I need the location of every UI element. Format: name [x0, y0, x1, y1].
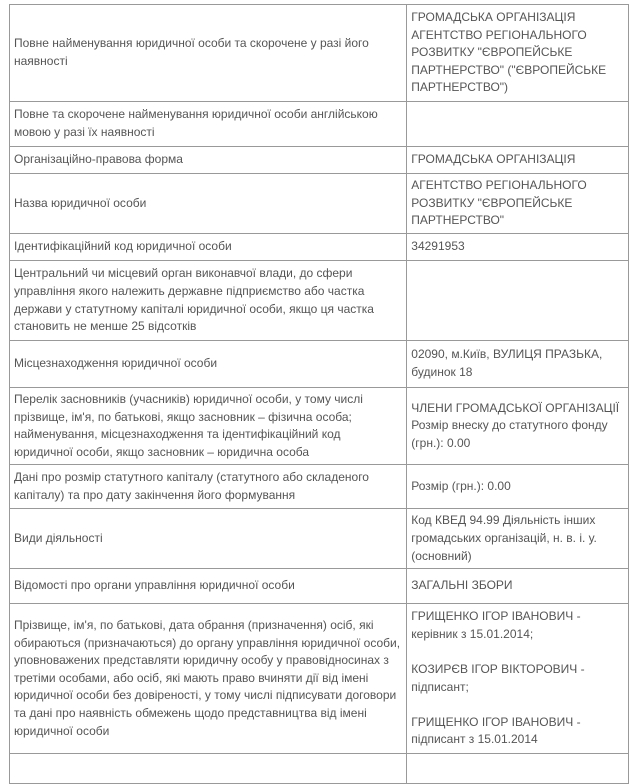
row-label: Прізвище, ім'я, по батькові, дата обрання (призначення) осіб, які обираються (призначаються) до органу управління юридичної особи, уповноважених представляти юридичну особу у правовідносинах з третіми особами, або осіб, які мають право вчиняти дії від імені юридичної особи без довіреності, у тому числі підписувати договори та дані про наявність обмежень щодо представництва від імені юридичної особи [10, 604, 407, 754]
table-row [10, 509, 629, 569]
table-row [10, 341, 629, 388]
row-value: ГРИЩЕНКО ІГОР ІВАНОВИЧ - керівник з 15.01.2014; КОЗИРЄВ ІГОР ВІКТОРОВИЧ - підписант; ГРИЩЕНКО ІГОР ІВАНОВИЧ - підписант з 15.01.2014 [407, 604, 629, 754]
table-row [10, 604, 629, 754]
row-label [10, 754, 407, 784]
row-value: 34291953 [407, 234, 629, 261]
row-label: Дані про розмір статутного капіталу (статутного або складеного капіталу) та про дату закінчення його формування [10, 465, 407, 509]
table-row [10, 174, 629, 234]
row-value: Код КВЕД 94.99 Діяльність інших громадських організацій, н. в. і. у. (основний) [407, 509, 629, 569]
row-value: ЗАГАЛЬНІ ЗБОРИ [407, 569, 629, 604]
table-row [10, 261, 629, 341]
row-label: Організаційно-правова форма [10, 147, 407, 174]
row-value [407, 754, 629, 784]
table-row [10, 102, 629, 147]
row-label: Місцезнаходження юридичної особи [10, 341, 407, 388]
table-row [10, 5, 629, 102]
registry-table [9, 4, 629, 784]
row-label: Ідентифікаційний код юридичної особи [10, 234, 407, 261]
row-label: Повне найменування юридичної особи та скорочене у разі його наявності [10, 5, 407, 102]
table-row [10, 465, 629, 509]
row-value: Розмір (грн.): 0.00 [407, 465, 629, 509]
row-value: ЧЛЕНИ ГРОМАДСЬКОЇ ОРГАНІЗАЦІЇ Розмір внеску до статутного фонду (грн.): 0.00 [407, 388, 629, 465]
row-label: Назва юридичної особи [10, 174, 407, 234]
row-value: ГРОМАДСЬКА ОРГАНІЗАЦІЯ АГЕНТСТВО РЕГІОНАЛЬНОГО РОЗВИТКУ "ЄВРОПЕЙСЬКЕ ПАРТНЕРСТВО" ("ЄВРОПЕЙСЬКЕ ПАРТНЕРСТВО") [407, 5, 629, 102]
row-label: Відомості про органи управління юридичної особи [10, 569, 407, 604]
table-row [10, 147, 629, 174]
row-label: Види діяльності [10, 509, 407, 569]
table-row [10, 234, 629, 261]
row-label: Центральний чи місцевий орган виконавчої влади, до сфери управління якого належить державне підприємство або частка держави у статутному капіталі юридичної особи, якщо ця частка становить не менше 25 відсотків [10, 261, 407, 341]
table-row [10, 754, 629, 784]
row-value: АГЕНТСТВО РЕГІОНАЛЬНОГО РОЗВИТКУ "ЄВРОПЕЙСЬКЕ ПАРТНЕРСТВО" [407, 174, 629, 234]
row-value [407, 102, 629, 147]
row-value: ГРОМАДСЬКА ОРГАНІЗАЦІЯ [407, 147, 629, 174]
row-value: 02090, м.Київ, ВУЛИЦЯ ПРАЗЬКА, будинок 18 [407, 341, 629, 388]
row-value [407, 261, 629, 341]
table-row [10, 388, 629, 465]
table-row [10, 569, 629, 604]
row-label: Повне та скорочене найменування юридичної особи англійською мовою у разі їх наявності [10, 102, 407, 147]
row-label: Перелік засновників (учасників) юридичної особи, у тому числі прізвище, ім'я, по батькові, якщо засновник – фізична особа; найменування, місцезнаходження та ідентифікаційний код юридичної особи, якщо засновник – юридична особа [10, 388, 407, 465]
